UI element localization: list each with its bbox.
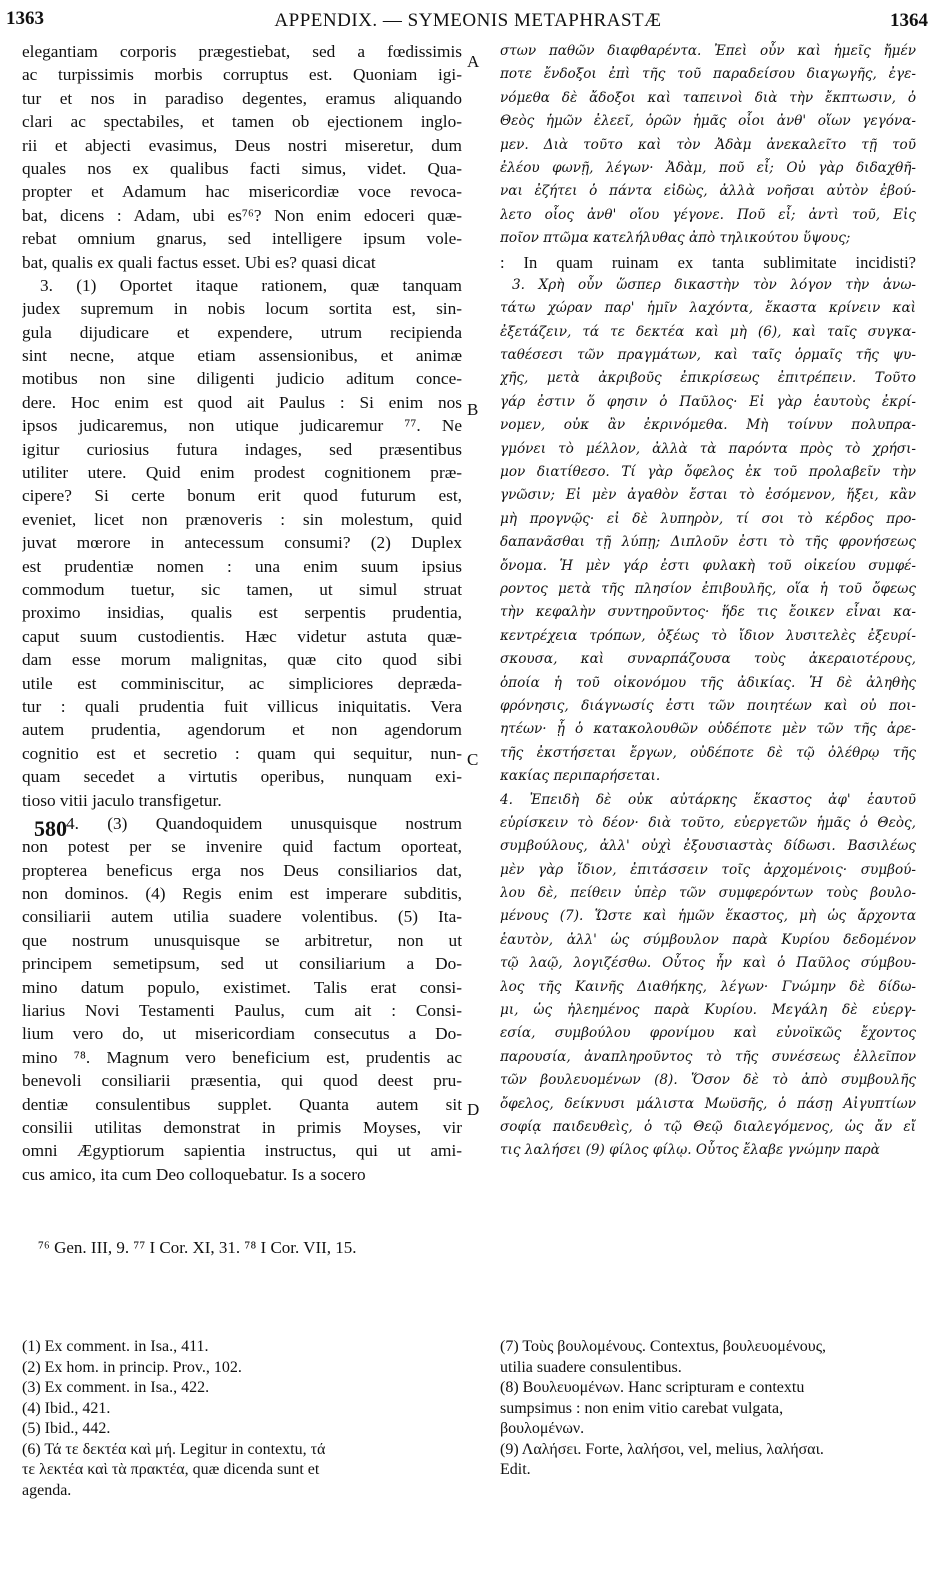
latin-line: ipsos judicaremus, non utique judicaremur ⁷⁷. Ne bbox=[22, 416, 462, 436]
latin-line: utiliter utere. Quid enim prodest cognitionem præ- bbox=[22, 463, 462, 483]
footnote-line: Edit. bbox=[500, 1461, 531, 1478]
footnote-line: (3) Ex comment. in Isa., 422. bbox=[22, 1379, 210, 1396]
greek-line: σκουσα, καὶ συναρπάζουσα τοὺς ἀκεραιοτέρους, bbox=[500, 651, 916, 668]
greek-line: εσία, συμβούλου φρονίμου καὶ εὐνοϊκῶς ἔχοντος bbox=[500, 1025, 916, 1042]
margin-letter-d: D bbox=[467, 1100, 480, 1119]
latin-line: cipere? Si certe bonum erit quod futurum est, bbox=[22, 486, 462, 506]
latin-line: elegantiam corporis prægestiebat, sed a fœdissimis bbox=[22, 42, 462, 61]
latin-line: dentiæ consulentibus supplet. Quanta autem sit bbox=[22, 1094, 462, 1114]
margin-letter-a: A bbox=[467, 52, 480, 71]
latin-line: gula dijudicare et expendere, utrum recipienda bbox=[22, 322, 462, 342]
greek-line: κεντρέχεια τρόπων, ὀξέως τὸ ἴδιον λυσιτελὲς ἐξευρί- bbox=[500, 627, 916, 644]
footnote-line: (6) Τά τε δεκτέα καὶ μή. Legitur in contextu, τά bbox=[22, 1440, 326, 1458]
greek-line: γμόνει τὸ μέλλον, ἀλλὰ τὰ παρόντα πρὸς τὸ χρήσι- bbox=[500, 440, 916, 457]
latin-line: mino ⁷⁸. Magnum vero beneficium est, prudentis ac bbox=[22, 1047, 462, 1067]
latin-line: consilii utilitas demonstrat in primis Moyses, vir bbox=[22, 1117, 462, 1137]
latin-line: juvat mœrore in antecessum consumi? (2) Duplex bbox=[22, 533, 462, 553]
greek-line: κακίας περιπαρήσεται. bbox=[500, 768, 661, 785]
greek-line: ταθέσεσι τῶν πραγμάτων, καὶ ταῖς ὁρμαῖς τῆς ψυ- bbox=[500, 347, 916, 364]
footnote-line: (4) Ibid., 421. bbox=[22, 1399, 111, 1417]
latin-line: quales nos ex qualibus facti simus, videt. Qua- bbox=[22, 158, 462, 178]
greek-line: Θεὸς ἡμῶν ἐλεεῖ, ὁρῶν ἡμᾶς οἷοι ἀνθ' οἵων γεγόνα- bbox=[500, 113, 916, 130]
footnote-line: (5) Ibid., 442. bbox=[22, 1420, 111, 1437]
latin-line: judex supremum in nobis locum sortita est, sin- bbox=[22, 299, 462, 319]
greek-line: μένους (7). Ὥστε καὶ ἡμῶν ἕκαστος, μὴ ὡς ἄρχοντα bbox=[500, 908, 916, 925]
greek-line: παρουσία, ἀναπληροῦντος τὸ τῆς συνέσεως ἐλλεῖπον bbox=[500, 1048, 916, 1065]
footnote-line: (8) Βουλευομένων. Hanc scripturam e contextu bbox=[500, 1379, 805, 1396]
greek-line: ποῖον πτῶμα κατελήλυθας ἀπὸ τηλικούτου ὕψους; bbox=[500, 230, 851, 247]
greek-line: μον διατίθεσο. Τί γὰρ ὄφελος ἐκ τοῦ προλαβεῖν τὴν bbox=[500, 464, 916, 481]
latin-line: propterea beneficus erga nos Deus consiliarios dat, bbox=[22, 860, 462, 880]
latin-line: igitur curiosius futura indages, sed præsentibus bbox=[22, 439, 462, 459]
greek-line: νομεν, οὐκ ἂν ἐκρινόμεθα. Μὴ τοίνυν πολυπρα- bbox=[500, 417, 916, 434]
greek-line: δαπανᾶσθαι τῇ λύπῃ; Διπλοῦν ἐστι τὸ τῆς φρονήσεως bbox=[500, 534, 916, 551]
latin-line: commodum tuetur, sic tamen, ut simul struat bbox=[22, 579, 462, 599]
greek-line: μεν. Διὰ τοῦτο καὶ τὸν Ἀδὰμ ἀνεκαλεῖτο τῇ τοῦ bbox=[500, 136, 916, 153]
greek-line: 4. Ἐπειδὴ δὲ οὐκ αὐτάρκης ἕκαστος ἀφ' ἑαυτοῦ bbox=[500, 791, 916, 808]
greek-line: ὄφελος, δείκνυσι μάλιστα Μωϋσῆς, ὁ πάσῃ Αἰγυπτίων bbox=[500, 1095, 916, 1112]
greek-line: λετο οἷος ἀνθ' οἵου γέγονε. Ποῦ εἶ; ἀντὶ τοῦ, Εἰς bbox=[500, 206, 916, 223]
greek-line: ροντος μετὰ τῆς πλησίον ἐπιβουλῆς, οἵα ἡ τοῦ ὄφεως bbox=[500, 580, 916, 597]
greek-line: τῷ λαῷ, λογιζέσθω. Οὗτος ἦν καὶ ὁ Παῦλος σύμβου- bbox=[500, 955, 916, 972]
latin-line: proximo insidias, qualis est serpentis prudentia, bbox=[22, 603, 462, 623]
greek-line: τὴν κεφαλὴν συντηροῦντος· ἥδε τις ἔοικεν εἶναι κα- bbox=[500, 604, 916, 621]
greek-line: ἐξετάζειν, τά τε δεκτέα καὶ μὴ (6), καὶ ταῖς συγκα- bbox=[500, 323, 916, 340]
latin-column bbox=[22, 40, 462, 1186]
latin-line: liarius Novi Testamenti Paulus, cum ait : Consi- bbox=[22, 1001, 462, 1021]
latin-line: ac turpissimis morbis corruptus est. Quoniam igi- bbox=[22, 65, 462, 85]
latin-line: bat, qualis ex quali factus esset. Ubi es? quasi dicat bbox=[22, 252, 376, 272]
latin-line: consiliarii autem utilia suadere volentibus. (5) Ita- bbox=[22, 907, 462, 927]
greek-line: μὴ προγνῷς· εἰ δὲ λυπηρὸν, τί σοι τὸ κέρδος προ- bbox=[500, 510, 916, 527]
latin-line: que nostrum unusquisque se arbitretur, non ut bbox=[22, 930, 462, 950]
greek-line: λου δὲ, πείθειν ὑπὲρ τῶν συμφερόντων τοὺς βουλο- bbox=[500, 885, 916, 902]
latin-line: lium vero do, ut misericordiam consecutus a Do- bbox=[22, 1024, 462, 1044]
latin-line: quam secedet a virtutis operibus, nunquam exi- bbox=[22, 767, 462, 787]
footnotes-right bbox=[500, 1337, 920, 1481]
footnote-line: τε λεκτέα καὶ τὰ πρακτέα, quæ dicenda sunt et bbox=[22, 1461, 320, 1478]
greek-line: νόμεθα δὲ ἄδοξοι καὶ ταπεινοὶ διὰ τὴν ἔκπτωσιν, ὁ bbox=[500, 89, 916, 106]
footnote-line: agenda. bbox=[22, 1481, 72, 1499]
latin-line: dere. Hoc enim est quod ait Paulus : Si enim nos bbox=[22, 392, 462, 412]
greek-line: μὲν γὰρ ἴδιον, ἐπιτάσσειν τοῖς ἀρχομένοις· συμβού- bbox=[500, 861, 916, 878]
greek-line: ἐλέου φωνῇ, λέγων· Ἀδὰμ, ποῦ εἶ; Οὐ γὰρ διδαχθῆ- bbox=[500, 159, 916, 176]
footnote-line: (2) Ex hom. in princip. Prov., 102. bbox=[22, 1358, 242, 1376]
page-number-left: 1363 bbox=[6, 8, 44, 29]
latin-line: principem semetipsum, sed ut consiliarium a Do- bbox=[22, 954, 462, 974]
greek-line: τῆς ἐκστήσεται ἔργων, οὐδέποτε δὲ τῷ ὀλέθρῳ τῆς bbox=[500, 744, 916, 761]
greek-line: συμβούλους, ἀλλ' οὐχὶ ἐξουσιαστὰς δίδωσι. Βασιλέως bbox=[500, 838, 916, 855]
running-header bbox=[0, 8, 936, 36]
page-number-right: 1364 bbox=[890, 10, 928, 31]
margin-letter-b: B bbox=[467, 400, 479, 419]
latin-line: 4. (3) Quandoquidem unusquisque nostrum bbox=[66, 813, 462, 833]
latin-line: mino datum populo, existimet. Talis erat consi- bbox=[22, 977, 462, 997]
latin-line: propter et Adamum hac misericordiæ voce revoca- bbox=[22, 182, 462, 202]
latin-line: bat, dicens : Adam, ubi es⁷⁶? Non enim edoceri quæ- bbox=[22, 205, 462, 225]
greek-line: ναι ἐζήτει ὁ πάντα εἰδὼς, ἀλλὰ νοῆσαι αὐτὸν ἐβού- bbox=[500, 183, 916, 200]
latin-line: rebat omnium gnarus, sed intelligere ipsum vole- bbox=[22, 229, 462, 249]
latin-line: motibus non sine diligenti judicio aditum conce- bbox=[22, 369, 462, 389]
greek-line: : In quam ruinam ex tanta sublimitate incidisti? bbox=[500, 252, 916, 272]
latin-line: sint necne, atque etiam assensionibus, et animæ bbox=[22, 346, 462, 366]
footnote-line: βουλομένων. bbox=[500, 1420, 585, 1437]
latin-line: rii et abjecti evasimus, Deus nostri miseretur, dum bbox=[22, 135, 462, 155]
greek-line: τῶν βουλευομένων (8). Ὅσον δὲ τὸ ἀπὸ συμβουλῆς bbox=[500, 1072, 916, 1089]
footnote-line: utilia suadere consulentibus. bbox=[500, 1358, 682, 1376]
latin-line: non potest per se invenire quid factum oporteat, bbox=[22, 837, 462, 857]
latin-line: benevoli consiliarii præsentia, qui quod deest pru- bbox=[22, 1071, 462, 1091]
latin-line: est prudentiæ nomen : una enim suum ipsius bbox=[22, 556, 462, 576]
latin-line: autem prudentia, agendorum et non agendorum bbox=[22, 720, 462, 740]
greek-line: γνῶσιν; Εἰ μὲν ἀγαθὸν ἔσται τὸ ἐσόμενον, ἥξει, κἂν bbox=[500, 487, 916, 504]
footnote-line: sumpsimus : non enim vitio carebat vulgata, bbox=[500, 1399, 784, 1417]
greek-line: ὄνομα. Ἡ μὲν γάρ ἐστι φυλακὴ τοῦ οἰκείου συμφέ- bbox=[500, 557, 916, 574]
latin-line: non dominos. (4) Regis enim est imperare subditis, bbox=[22, 884, 462, 904]
footnote-line: (7) Τοὺς βουλομένους. Contextus, βουλευομένους, bbox=[500, 1338, 827, 1355]
latin-line: omni Ægyptiorum sapientia instructus, qui ut ami- bbox=[22, 1141, 462, 1161]
latin-line: dam esse morum malignitas, quæ cito quod sibi bbox=[22, 650, 462, 670]
latin-line: 3. (1) Oportet itaque rationem, quæ tanquam bbox=[40, 275, 462, 295]
footnote-line: (1) Ex comment. in Isa., 411. bbox=[22, 1338, 209, 1355]
footnotes-left bbox=[22, 1337, 462, 1501]
greek-line: ἑαυτὸν, ἀλλ' ὡς σύμβουλον παρὰ Κυρίου δεδομένον bbox=[500, 931, 916, 948]
margin-letter-c: C bbox=[467, 750, 479, 769]
footnote-line: (9) Λαλήσει. Forte, λαλήσοι, vel, melius, λαλήσαι. bbox=[500, 1440, 824, 1458]
latin-line: clari ac spectabiles, et tamen ob ejectionem inglo- bbox=[22, 112, 462, 132]
greek-line: στων παθῶν διαφθαρέντα. Ἐπεὶ οὖν καὶ ἡμεῖς ἤμέν bbox=[500, 43, 916, 59]
greek-line: λος τῆς Καινῆς Διαθήκης, λέγων· Γνώμην δὲ δίδω- bbox=[500, 978, 916, 995]
latin-line: eveniet, licet non prænoveris : sin molestum, quid bbox=[22, 509, 462, 529]
greek-line: ητέων· ᾗ ὁ κατακολουθῶν οὐδέποτε μὲν τῶν τῆς ἀρε- bbox=[500, 721, 916, 738]
latin-line: cus amico, ita cum Deo colloquebatur. Is a socero bbox=[22, 1164, 366, 1184]
latin-line: tioso vitii jaculo transfigetur. bbox=[22, 790, 222, 810]
greek-line: ὁποία ἡ τοῦ οἰκονόμου τῆς ἀδικίας. Ἡ δὲ ἀληθὴς bbox=[500, 674, 916, 691]
scripture-references: ⁷⁶ Gen. III, 9. ⁷⁷ I Cor. XI, 31. ⁷⁸ I Cor. VII, 15. bbox=[38, 1238, 357, 1257]
running-title: APPENDIX. — SYMEONIS METAPHRASTÆ bbox=[274, 10, 662, 31]
greek-line: τάτω χώραν παρ' ἡμῖν λαχόντα, ἕκαστα κρίνειν καὶ bbox=[500, 300, 916, 317]
greek-line: χῆς, μετὰ ἀκριβοῦς ἐπικρίσεως ἐπιτρέπειν. Τοῦτο bbox=[500, 370, 916, 387]
greek-line: μι, ὡς ἠλεημένος παρὰ Κυρίου. Μεγάλη δὲ εὐεργ- bbox=[500, 1002, 916, 1019]
latin-line: tur et nos in paradiso degentes, eramus aliquando bbox=[22, 88, 462, 108]
greek-line: σοφίᾳ παιδευθεὶς, ὁ τῷ Θεῷ διαλεγόμενος, ὡς ἄν εἴ bbox=[500, 1118, 916, 1135]
migne-column-number: 580 bbox=[34, 816, 67, 841]
greek-line: ποτε ἔνδοξοι ἐπὶ τῆς τοῦ παραδείσου διαγωγῆς, ἐγε- bbox=[500, 66, 916, 83]
latin-line: tur : quali prudentia fuit villicus iniquitatis. Vera bbox=[22, 696, 462, 716]
latin-line: cognitio est et secretio : quam qui sequitur, nun- bbox=[22, 743, 462, 763]
greek-line: γάρ ἐστιν ὅ φησιν ὁ Παῦλος· Εἰ γὰρ ἑαυτοὺς ἐκρί- bbox=[500, 393, 916, 410]
greek-line: τις λαλήσει (9) φίλος φίλῳ. Οὗτος ἔλαβε γνώμην παρὰ bbox=[500, 1142, 880, 1159]
greek-column bbox=[500, 40, 916, 1163]
latin-line: utile est comminiscitur, ac simpliciores deprædа- bbox=[22, 673, 462, 693]
greek-line: φρόνησις, διάγνωσίς ἐστι τῶν ποιητέων καὶ οὐ ποι- bbox=[500, 697, 916, 714]
greek-line: εὑρίσκειν τὸ δέον· διὰ τοῦτο, εὐεργετῶν ἡμᾶς ὁ Θεὸς, bbox=[500, 814, 916, 831]
greek-line: 3. Χρὴ οὖν ὥσπερ δικαστὴν τὸν λόγον τὴν ἀνω- bbox=[512, 276, 916, 293]
latin-line: caput suum custodientis. Hæc videtur astuta quæ- bbox=[22, 626, 462, 646]
